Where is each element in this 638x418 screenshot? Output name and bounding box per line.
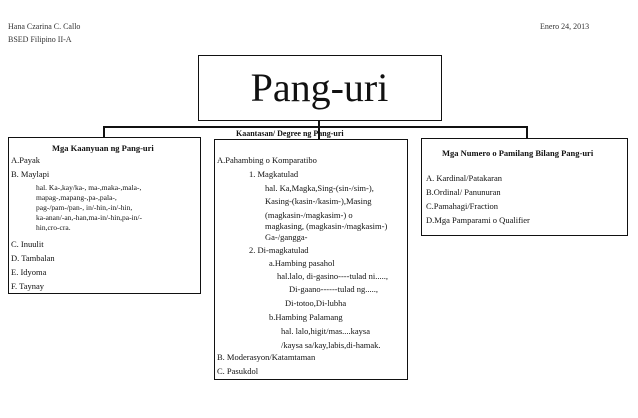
forms-box bbox=[8, 137, 201, 294]
forms-item-e: E. Idyoma bbox=[11, 267, 47, 277]
degree-c: C. Pasukdol bbox=[217, 366, 259, 376]
degree-a: A.Pahambing o Komparatibo bbox=[217, 155, 317, 165]
affixes-line-5: hin,cro-cra. bbox=[36, 223, 71, 232]
degree-1: 1. Magkatulad bbox=[249, 169, 299, 179]
degree-2-b-line-2: /kaysa sa/kay,labis,di-hamak. bbox=[281, 340, 381, 350]
connector-horizontal bbox=[103, 126, 527, 128]
author-section: BSED Filipino II-A bbox=[8, 35, 72, 44]
degree-box bbox=[214, 139, 408, 380]
degree-1-line-d: magkasing, (magkasin-/magkasim-) bbox=[265, 221, 388, 231]
affixes-line-1: hal. Ka-,kay/ka-, ma-,maka-,mala-, bbox=[36, 183, 142, 192]
affixes-line-3: pag-/pam-/pan-, in/-hin,-in/-hin, bbox=[36, 203, 133, 212]
numbers-item-a: A. Kardinal/Patakaran bbox=[426, 173, 502, 183]
numbers-item-b: B.Ordinal/ Panunuran bbox=[426, 187, 501, 197]
affixes-line-2: mapag-,mapang-,pa-,pala-, bbox=[36, 193, 117, 202]
main-title: Pang-uri bbox=[250, 65, 389, 110]
degree-2: 2. Di-magkatulad bbox=[249, 245, 309, 255]
degree-1-line-b: Kasing-(kasin-/kasim-),Masing bbox=[265, 196, 372, 206]
forms-item-f: F. Taynay bbox=[11, 281, 45, 291]
degree-2-a: a.Hambing pasahol bbox=[269, 258, 335, 268]
numbers-title: Mga Numero o Pamilang Bilang Pang-uri bbox=[442, 148, 594, 158]
forms-item-c: C. Inuulit bbox=[11, 239, 44, 249]
forms-item-b: B. Maylapi bbox=[11, 169, 50, 179]
degree-b: B. Moderasyon/Katamtaman bbox=[217, 352, 316, 362]
numbers-item-d: D.Mga Pamparami o Qualifier bbox=[426, 215, 530, 225]
forms-item-d: D. Tambalan bbox=[11, 253, 55, 263]
degree-2-a-line-3: Di-totoo,Di-lubha bbox=[285, 298, 347, 308]
degree-2-a-line-1: hal.lalo, di-gasino----tulad ni....., bbox=[277, 271, 388, 281]
forms-title: Mga Kaanyuan ng Pang-uri bbox=[52, 143, 154, 153]
degree-label: Kaantasan/ Degree ng Pang-uri bbox=[236, 129, 344, 138]
numbers-item-c: C.Pamahagi/Fraction bbox=[426, 201, 499, 211]
connector-right bbox=[526, 126, 528, 138]
degree-1-line-c: (magkasin-/magkasim-) o bbox=[265, 210, 353, 220]
degree-1-line-e: Ga-/gangga- bbox=[265, 232, 308, 242]
date-label: Enero 24, 2013 bbox=[540, 22, 590, 31]
degree-2-b-line-1: hal. lalo,higit/mas....kaysa bbox=[281, 326, 370, 336]
author-name: Hana Czarina C. Callo bbox=[8, 22, 81, 31]
degree-2-a-line-2: Di-gaano------tulad ng....., bbox=[289, 284, 378, 294]
forms-item-a: A.Payak bbox=[11, 155, 41, 165]
affixes-line-4: ka-anan/-an,-han,ma-in/-hin,pa-in/- bbox=[36, 213, 142, 222]
degree-2-b: b.Hambing Palamang bbox=[269, 312, 343, 322]
connector-left bbox=[103, 126, 105, 137]
numbers-box bbox=[421, 138, 628, 236]
title-box bbox=[198, 55, 442, 121]
degree-1-line-a: hal. Ka,Magka,Sing-(sin-/sim-), bbox=[265, 183, 374, 193]
